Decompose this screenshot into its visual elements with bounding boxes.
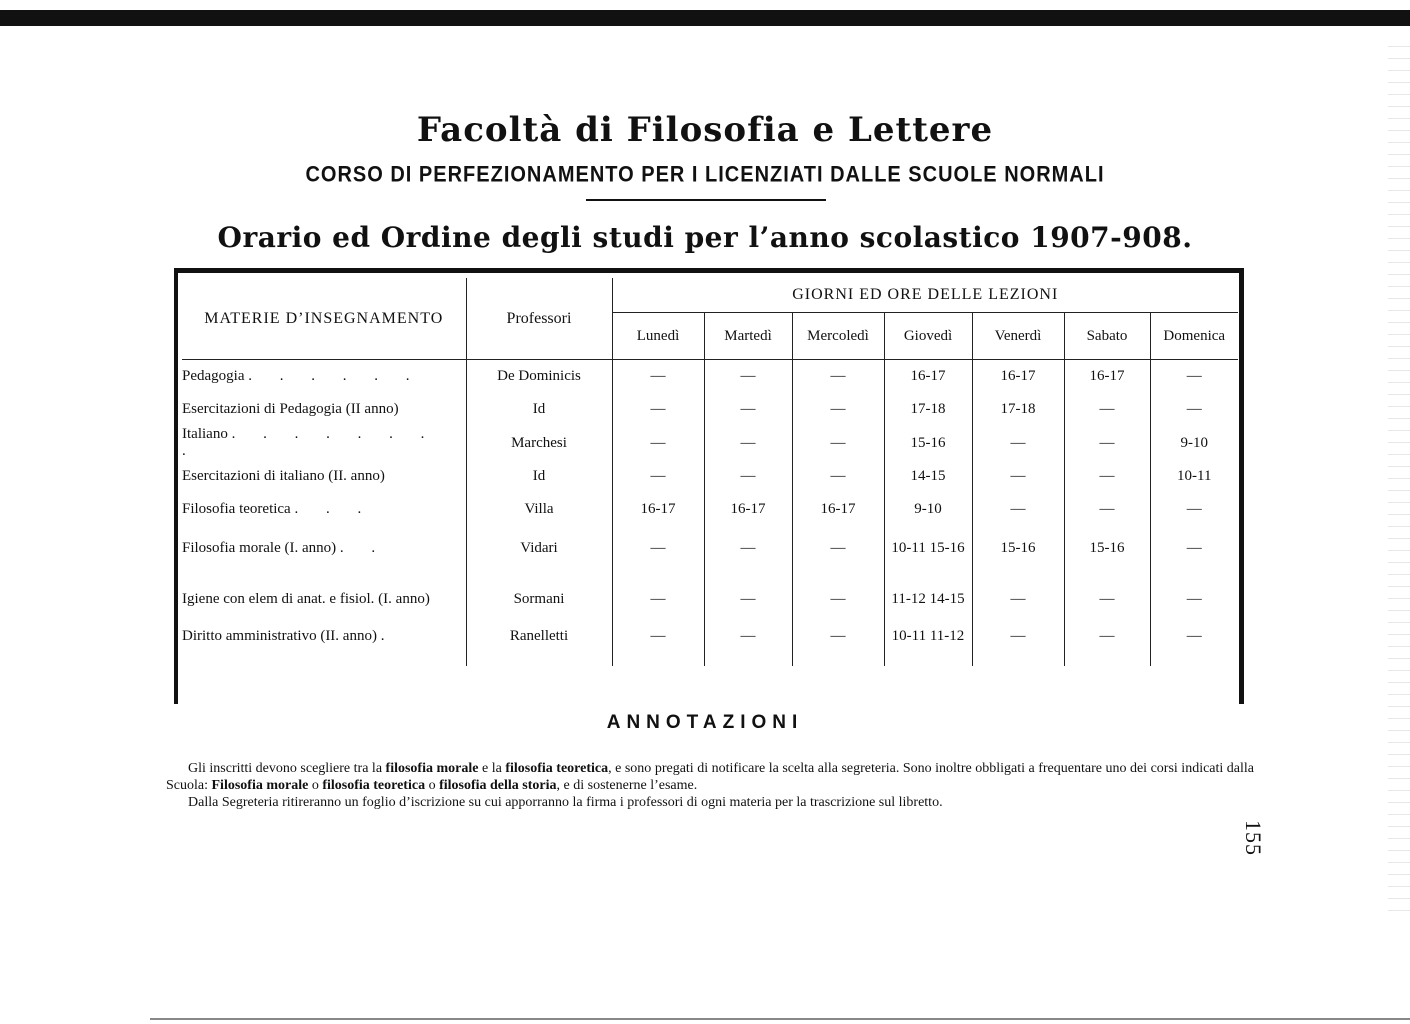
hour-cell: — — [972, 628, 1064, 666]
professor-cell: De Dominicis — [466, 360, 612, 394]
hour-cell: — — [1064, 393, 1150, 426]
hour-cell: — — [792, 460, 884, 493]
hour-cell: — — [1150, 393, 1238, 426]
hour-cell: 9-10 — [884, 493, 972, 526]
table-row — [182, 360, 1238, 394]
hour-cell: 9-10 — [1150, 426, 1238, 460]
hour-cell: — — [1064, 628, 1150, 666]
professor-cell: Ranelletti — [466, 628, 612, 666]
header-day-thursday: Giovedì — [884, 313, 972, 360]
faculty-title: Facoltà di Filosofia e Lettere — [416, 110, 994, 150]
table-row — [182, 493, 1238, 526]
professor-cell: Id — [466, 460, 612, 493]
table-row — [182, 426, 1238, 460]
hour-cell: — — [612, 360, 704, 394]
hour-cell: — — [1064, 570, 1150, 628]
hour-cell: 14-15 — [884, 460, 972, 493]
header-day-saturday: Sabato — [1064, 313, 1150, 360]
hour-cell: 16-17 — [972, 360, 1064, 394]
hour-cell: 10-11 — [1150, 460, 1238, 493]
schedule-heading: Orario ed Ordine degli studi per l’anno scolastico 1907-908. — [217, 221, 1193, 254]
subject-cell: Filosofia morale (I. anno) . . — [182, 539, 388, 556]
subject-cell: Italiano . . . . . . . . — [182, 426, 437, 459]
hour-cell: — — [792, 526, 884, 570]
professor-cell: Vidari — [466, 526, 612, 570]
hour-cell: — — [1150, 493, 1238, 526]
subtitle-divider — [586, 199, 826, 201]
notes-body — [166, 760, 1254, 811]
hour-cell: — — [1150, 360, 1238, 394]
hour-cell: — — [1064, 493, 1150, 526]
hour-cell: — — [612, 460, 704, 493]
hour-cell: 15-16 — [1064, 526, 1150, 570]
hour-cell: 16-17 — [704, 493, 792, 526]
hour-cell: 11-12 14-15 — [884, 570, 972, 628]
hour-cell: — — [612, 628, 704, 666]
hour-cell: — — [972, 460, 1064, 493]
header-day-sunday: Domenica — [1150, 313, 1238, 360]
header-professor: Professori — [466, 278, 612, 360]
top-border-rule — [0, 10, 1410, 26]
hour-cell: — — [972, 570, 1064, 628]
page-number: 155 — [1241, 820, 1266, 856]
hour-cell: 16-17 — [792, 493, 884, 526]
hour-cell: — — [792, 360, 884, 394]
professor-cell: Id — [466, 393, 612, 426]
hour-cell: — — [704, 426, 792, 460]
hour-cell: — — [704, 360, 792, 394]
table-row — [182, 628, 1238, 666]
hour-cell: 15-16 — [972, 526, 1064, 570]
table-row — [182, 526, 1238, 570]
header-day-wednesday: Mercoledì — [792, 313, 884, 360]
hour-cell: 17-18 — [884, 393, 972, 426]
subject-cell: Pedagogia . . . . . . — [182, 368, 422, 384]
table-row — [182, 570, 1238, 628]
hour-cell: — — [612, 426, 704, 460]
hour-cell: — — [704, 628, 792, 666]
hour-cell: 17-18 — [972, 393, 1064, 426]
table-row — [182, 460, 1238, 493]
bottom-rule — [150, 1018, 1410, 1020]
subject-cell: Igiene con elem di anat. e fisiol. (I. anno) — [182, 590, 430, 607]
hour-cell: 16-17 — [884, 360, 972, 394]
header-days-group: GIORNI ED ORE DELLE LEZIONI — [612, 278, 1238, 313]
hour-cell: — — [1064, 460, 1150, 493]
subject-cell: Esercitazioni di italiano (II. anno) — [182, 468, 385, 484]
professor-cell: Sormani — [466, 570, 612, 628]
professor-cell: Villa — [466, 493, 612, 526]
hour-cell: — — [972, 493, 1064, 526]
hour-cell: — — [792, 628, 884, 666]
hour-cell: — — [704, 460, 792, 493]
hour-cell: — — [1150, 570, 1238, 628]
hour-cell: — — [704, 393, 792, 426]
hour-cell: — — [1064, 426, 1150, 460]
subject-cell: Filosofia teoretica . . . — [182, 501, 374, 517]
hour-cell: — — [792, 393, 884, 426]
hour-cell: — — [704, 526, 792, 570]
notes-paragraph-2: Dalla Segreteria ritireranno un foglio d’iscrizione su cui apporranno la firma i professori di ogni materia per la trascrizione sul libretto. — [188, 795, 943, 810]
notes-title: ANNOTAZIONI — [606, 712, 804, 733]
hour-cell: 16-17 — [612, 493, 704, 526]
hour-cell: — — [612, 570, 704, 628]
course-subtitle: CORSO DI PERFEZIONAMENTO PER I LICENZIATI DALLE SCUOLE NORMALI — [305, 162, 1105, 188]
hour-cell: — — [972, 426, 1064, 460]
header-subject: MATERIE D’INSEGNAMENTO — [182, 278, 466, 360]
subject-cell: Diritto amministrativo (II. anno) . — [182, 628, 385, 644]
header-day-tuesday: Martedì — [704, 313, 792, 360]
header-day-monday: Lunedì — [612, 313, 704, 360]
hour-cell: 15-16 — [884, 426, 972, 460]
hour-cell: — — [612, 526, 704, 570]
table-row — [182, 393, 1238, 426]
subject-cell: Esercitazioni di Pedagogia (II anno) — [182, 401, 399, 417]
hour-cell: — — [792, 426, 884, 460]
hour-cell: — — [1150, 526, 1238, 570]
hour-cell: 10-11 15-16 — [884, 526, 972, 570]
hour-cell: — — [612, 393, 704, 426]
schedule-table — [182, 278, 1238, 666]
professor-cell: Marchesi — [466, 426, 612, 460]
hour-cell: — — [1150, 628, 1238, 666]
hour-cell: — — [704, 570, 792, 628]
notes-paragraph-1: Gli inscritti devono scegliere tra la filosofia morale e la filosofia teoretica, e sono pregati di notificare la scelta alla segreteria. Sono inoltre obbligati a frequentare uno dei corsi indicati dalla Scuola: Filosofia morale o filosofia teoretica o filosofia della storia, e di sostenerne l’esame. — [166, 761, 1255, 793]
hour-cell: — — [792, 570, 884, 628]
header-day-friday: Venerdì — [972, 313, 1064, 360]
hour-cell: 10-11 11-12 — [884, 628, 972, 666]
hour-cell: 16-17 — [1064, 360, 1150, 394]
